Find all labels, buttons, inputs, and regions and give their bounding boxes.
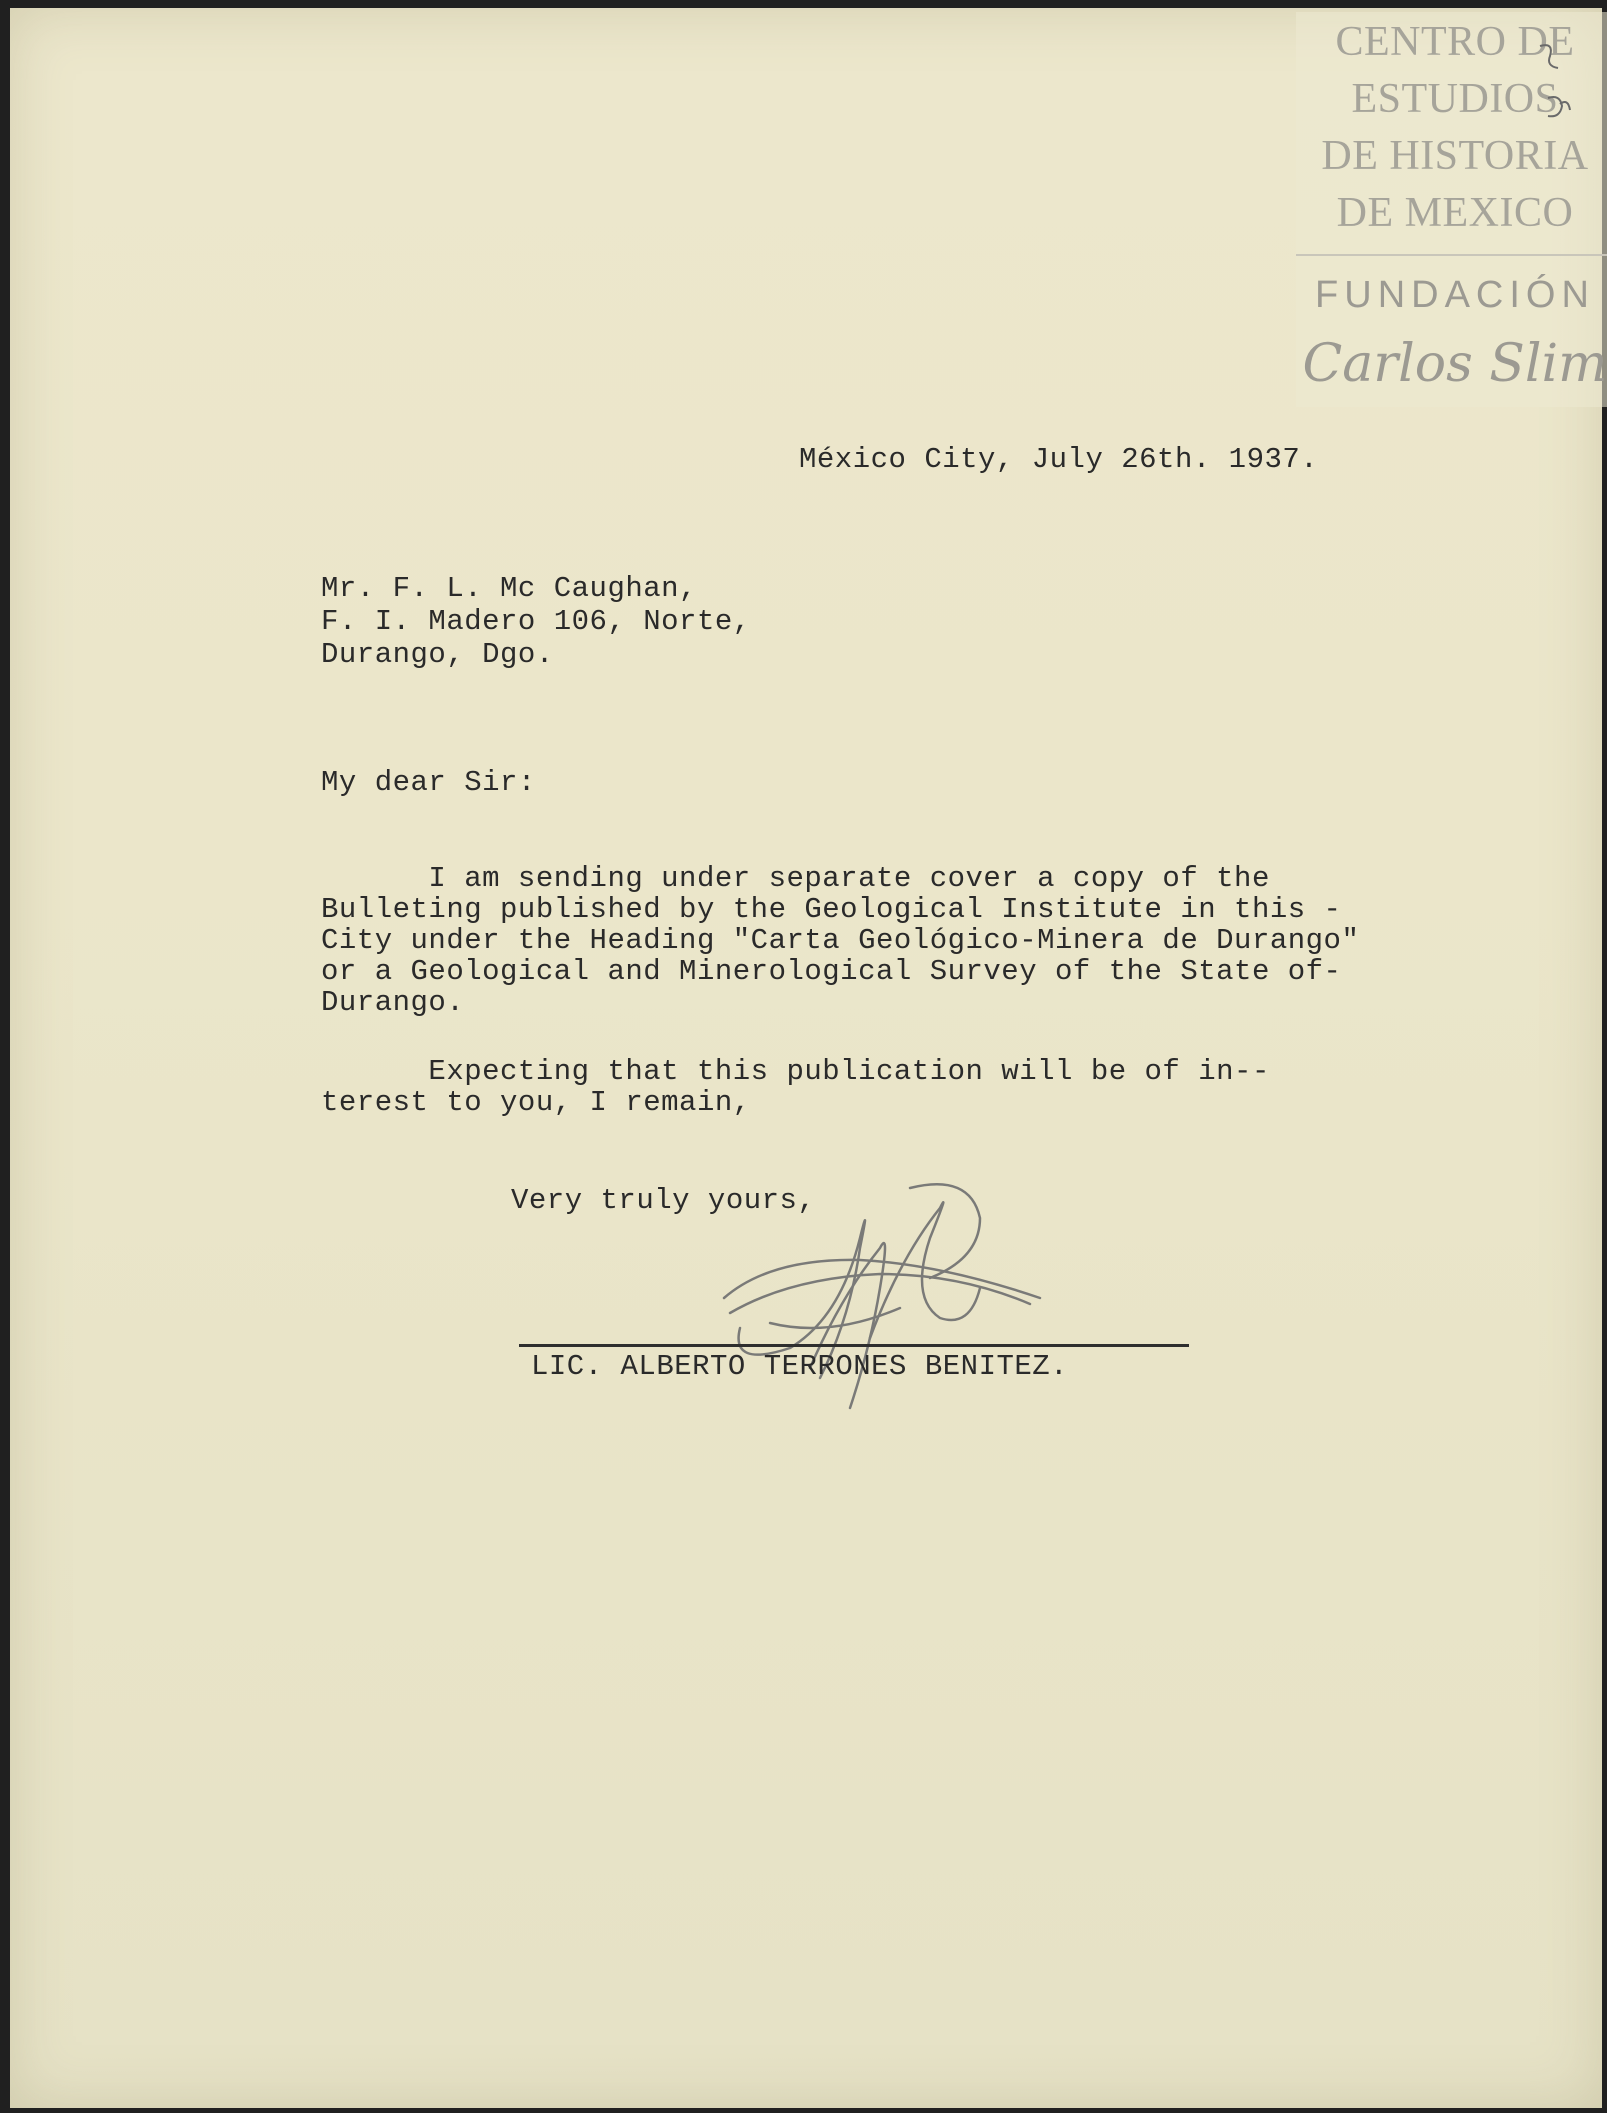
watermark-line-4: DE MEXICO (1336, 190, 1574, 236)
letter-sheet (10, 8, 1607, 2108)
recipient-street: F. I. Madero 106, Norte, (321, 605, 751, 638)
watermark-line-3: DE HISTORIA (1321, 133, 1589, 179)
watermark-carlos-slim: Carlos Slim (1302, 334, 1607, 394)
signer-name: LIC. ALBERTO TERRONES BENITEZ. (531, 1350, 1069, 1383)
body-line: Bulleting published by the Geological Institute in this - (321, 893, 1342, 926)
body-line: Durango. (321, 986, 465, 1019)
salutation: My dear Sir: (321, 766, 536, 799)
letter-date: México City, July 26th. 1937. (799, 443, 1319, 476)
body-line: terest to you, I remain, (321, 1086, 751, 1119)
handwritten-signature (710, 1178, 1070, 1428)
recipient-city: Durango, Dgo. (321, 638, 554, 671)
pencil-annotation (1520, 38, 1580, 128)
watermark-line-1: CENTRO DE (1335, 19, 1575, 65)
body-line: City under the Heading "Carta Geológico-Minera de Durango" (321, 924, 1360, 957)
closing: Very truly yours, (511, 1184, 816, 1217)
signature-line (519, 1344, 1189, 1347)
recipient-name: Mr. F. L. Mc Caughan, (321, 572, 697, 605)
body-line: Expecting that this publication will be of in-- (321, 1055, 1270, 1088)
watermark-line-2: ESTUDIOS (1351, 76, 1559, 122)
body-line: or a Geological and Minerological Survey of the State of- (321, 955, 1342, 988)
watermark-fundacion: FUNDACIÓN (1315, 274, 1595, 316)
watermark-divider (1296, 254, 1607, 256)
body-line: I am sending under separate cover a copy of the (321, 862, 1270, 895)
